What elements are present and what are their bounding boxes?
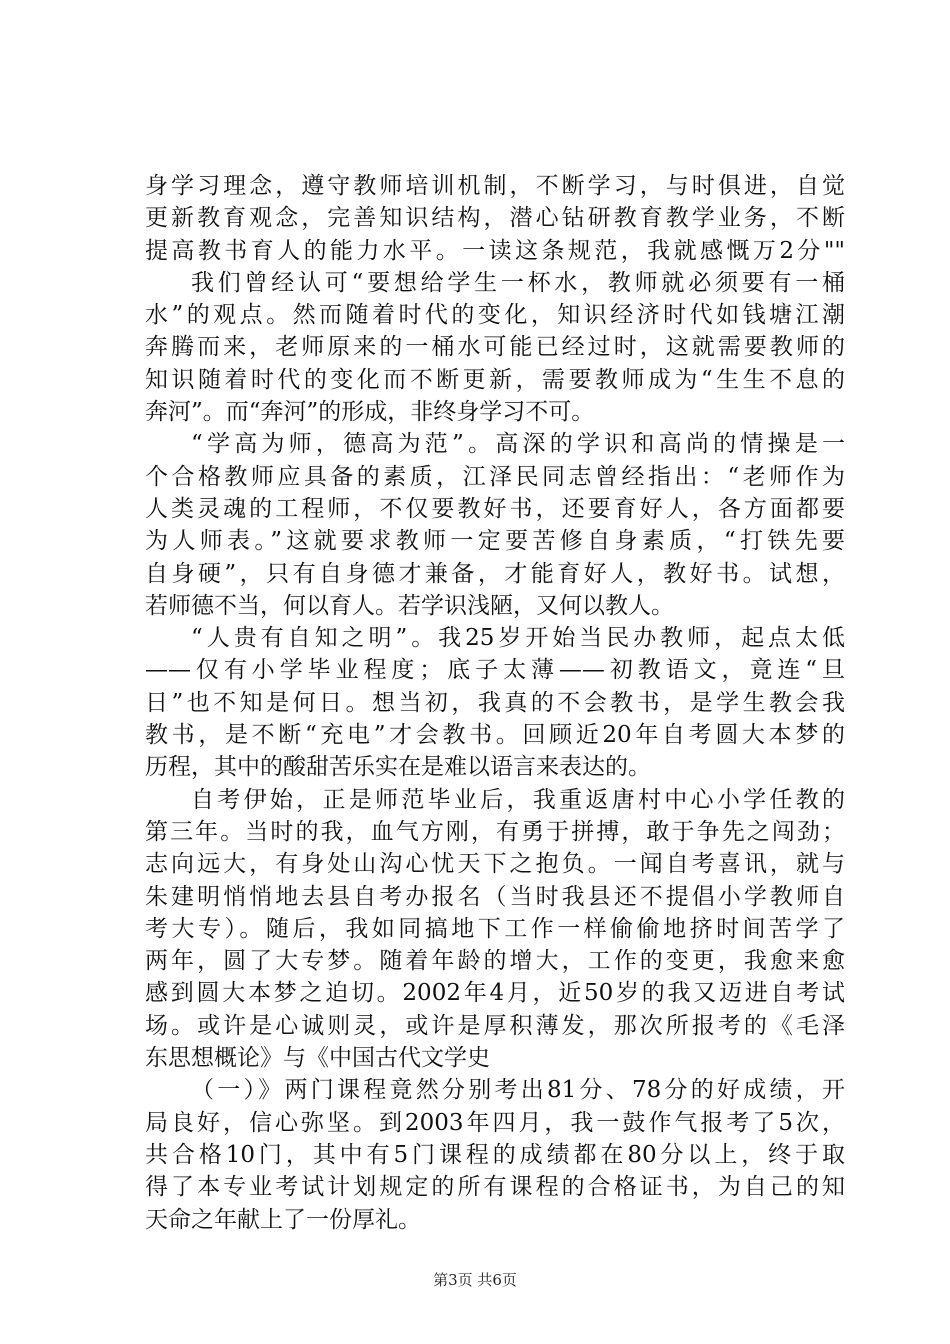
text-line: 提高教书育人的能力水平。一读这条规范，我就感慨万2分"": [145, 237, 845, 264]
text-line: 我们曾经认可“要想给学生一杯水，教师就必须要有一桶: [191, 269, 845, 296]
text-line: 更新教育观念，完善知识结构，潜心钻研教育教学业务，不断: [145, 205, 845, 232]
page-number: 第3页 共6页: [433, 1271, 517, 1289]
text-line: 得了本专业考试计划规定的所有课程的合格证书，为自己的知: [145, 1174, 845, 1201]
text-line: ——仅有小学毕业程度；底子太薄——初教语文，竟连“旦: [145, 657, 845, 684]
text-line: 历程，其中的酸甜苦乐实在是难以语言来表达的。: [145, 754, 651, 781]
text-line: 若师德不当，何以育人。若学识浅陋，又何以教人。: [145, 592, 674, 619]
text-line: “学高为师，德高为范”。高深的学识和高尚的情操是一: [191, 431, 845, 458]
text-line: 感到圆大本梦之迫切。2002年4月，近50岁的我又迈进自考试: [145, 980, 845, 1007]
text-line: 个合格教师应具备的素质，江泽民同志曾经指出：“老师作为: [145, 463, 845, 490]
text-line: 奔河”。而“奔河”的形成，非终身学习不可。: [145, 399, 595, 426]
text-line: 考大专）。随后，我如同搞地下工作一样偷偷地挤时间苦学了: [145, 915, 845, 942]
text-line: 志向远大，有身处山沟心忧天下之抱负。一闻自考喜讯，就与: [145, 851, 845, 878]
text-line: 知识随着时代的变化而不断更新，需要教师成为“生生不息的: [145, 366, 845, 393]
text-line: 身学习理念，遵守教师培训机制，不断学习，与时俱进，自觉: [145, 173, 845, 199]
text-line: “人贵有自知之明”。我25岁开始当民办教师，起点太低: [191, 625, 845, 652]
text-line: 场。或许是心诚则灵，或许是厚积薄发，那次所报考的《毛泽: [145, 1012, 845, 1039]
text-line: 为人师表。”这就要求教师一定要苦修自身素质，“打铁先要: [145, 528, 845, 555]
text-line: 局良好，信心弥坚。到2003年四月，我一鼓作气报考了5次，: [145, 1109, 845, 1136]
text-line: 东思想概论》与《中国古代文学史: [145, 1045, 490, 1072]
text-line: 第三年。当时的我，血气方刚，有勇于拼搏，敢于争先之闯劲；: [145, 818, 845, 845]
text-line: 朱建明悄悄地去县自考办报名（当时我县还不提倡小学教师自: [145, 883, 845, 910]
text-line: 自身硬”，只有自身德才兼备，才能育好人，教好书。试想，: [145, 560, 845, 587]
text-line: 共合格10门，其中有5门课程的成绩都在80分以上，终于取: [145, 1141, 845, 1168]
text-line: 自考伊始，正是师范毕业后，我重返唐村中心小学任教的: [191, 786, 845, 813]
text-line: 水”的观点。然而随着时代的变化，知识经济时代如钱塘江潮: [145, 302, 845, 329]
text-line: 日”也不知是何日。想当初，我真的不会教书，是学生教会我: [145, 689, 845, 716]
text-line: 天命之年献上了一份厚礼。: [145, 1206, 421, 1233]
text-line: 奔腾而来，老师原来的一桶水可能已经过时，这就需要教师的: [145, 334, 845, 361]
text-line: 教书，是不断“充电”才会教书。回顾近20年自考圆大本梦的: [145, 722, 845, 749]
text-line: （一）》两门课程竟然分别考出81分、78分的好成绩，开: [191, 1077, 845, 1104]
text-line: 两年，圆了大专梦。随着年龄的增大，工作的变更，我愈来愈: [145, 948, 845, 975]
text-line: 人类灵魂的工程师，不仅要教好书，还要育好人，各方面都要: [145, 495, 845, 522]
document-body: [145, 170, 845, 1236]
